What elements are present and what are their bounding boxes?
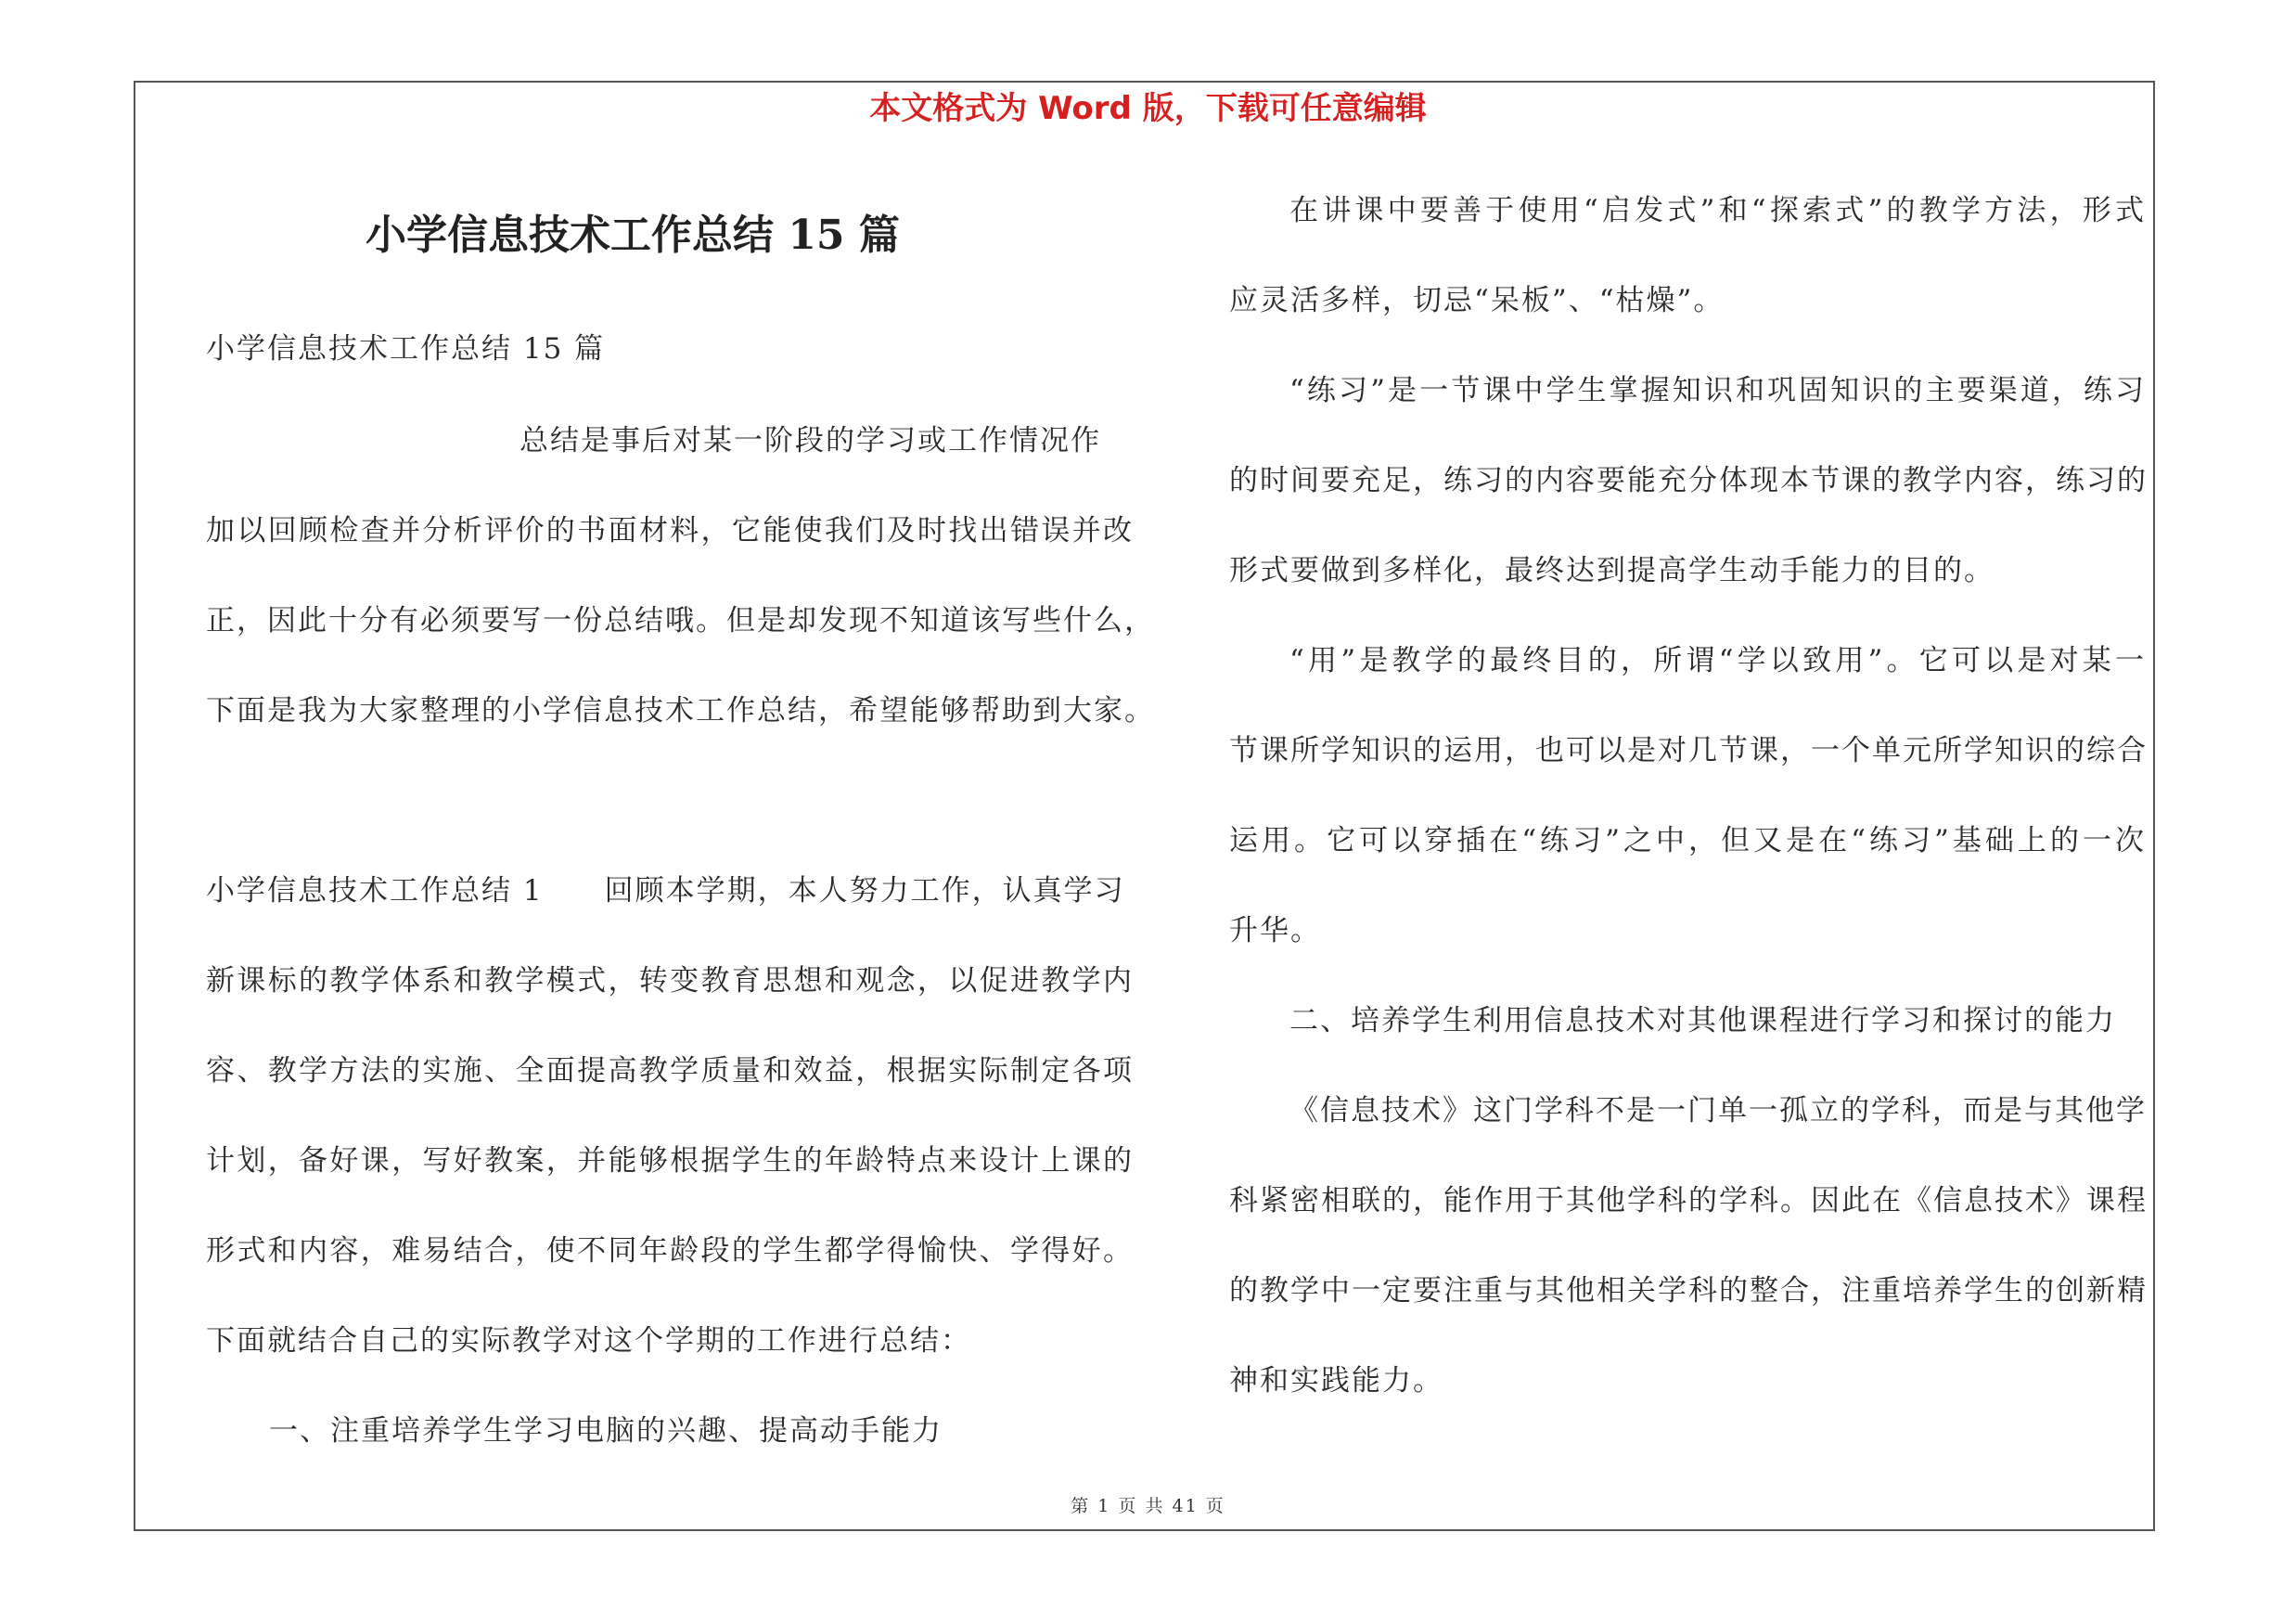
left-line-8: 计划，备好课，写好教案，并能够根据学生的年龄特点来设计上课的 <box>206 1144 1134 1178</box>
left-line-3: 正，因此十分有必须要写一份总结哦。但是却发现不知道该写些什么， <box>206 604 1155 638</box>
right-line-13: 神和实践能力。 <box>1229 1364 1443 1398</box>
right-line-1: 应灵活多样，切忌“呆板”、“枯燥”。 <box>1229 284 1725 317</box>
left-line-6: 新课标的教学体系和教学模式，转变教育思想和观念，以促进教学内 <box>206 964 1134 998</box>
left-line-11: 一、注重培养学生学习电脑的兴趣、提高动手能力 <box>269 1414 943 1448</box>
right-line-5: “用”是教学的最终目的，所谓“学以致用”。它可以是对某一 <box>1289 644 2146 677</box>
right-line-6: 节课所学知识的运用，也可以是对几节课，一个单元所学知识的综合 <box>1229 734 2148 767</box>
page-frame <box>134 81 2155 1531</box>
right-line-4: 形式要做到多样化，最终达到提高学生动手能力的目的。 <box>1229 554 1995 587</box>
left-line-5: 小学信息技术工作总结 1 回顾本学期，本人努力工作，认真学习 <box>206 874 1125 908</box>
left-line-9: 形式和内容，难易结合，使不同年龄段的学生都学得愉快、学得好。 <box>206 1234 1134 1268</box>
right-line-3: 的时间要充足，练习的内容要能充分体现本节课的教学内容，练习的 <box>1229 464 2148 497</box>
document-title: 小学信息技术工作总结 15 篇 <box>366 212 900 259</box>
right-line-10: 《信息技术》这门学科不是一门单一孤立的学科，而是与其他学 <box>1289 1094 2147 1127</box>
format-banner: 本文格式为 Word 版，下载可任意编辑 <box>869 90 1427 127</box>
right-line-9: 二、培养学生利用信息技术对其他课程进行学习和探讨的能力 <box>1289 1004 2116 1037</box>
left-line-4: 下面是我为大家整理的小学信息技术工作总结，希望能够帮助到大家。 <box>206 694 1155 728</box>
right-line-8: 升华。 <box>1229 914 1321 947</box>
left-line-0: 小学信息技术工作总结 15 篇 <box>206 332 606 366</box>
left-line-10: 下面就结合自己的实际教学对这个学期的工作进行总结： <box>206 1324 971 1358</box>
right-line-0: 在讲课中要善于使用“启发式”和“探索式”的教学方法，形式 <box>1289 194 2146 227</box>
left-line-2: 加以回顾检查并分析评价的书面材料，它能使我们及时找出错误并改 <box>206 514 1134 547</box>
right-line-7: 运用。它可以穿插在“练习”之中，但又是在“练习”基础上的一次 <box>1229 824 2146 857</box>
right-line-11: 科紧密相联的，能作用于其他学科的学科。因此在《信息技术》课程 <box>1229 1184 2148 1217</box>
right-line-2: “练习”是一节课中学生掌握知识和巩固知识的主要渠道，练习 <box>1289 374 2146 407</box>
right-line-12: 的教学中一定要注重与其他相关学科的整合，注重培养学生的创新精 <box>1229 1274 2148 1307</box>
left-line-1: 总结是事后对某一阶段的学习或工作情况作 <box>519 424 1101 457</box>
page-number-footer: 第 1 页 共 41 页 <box>1071 1496 1225 1516</box>
left-line-7: 容、教学方法的实施、全面提高教学质量和效益，根据实际制定各项 <box>206 1054 1134 1088</box>
